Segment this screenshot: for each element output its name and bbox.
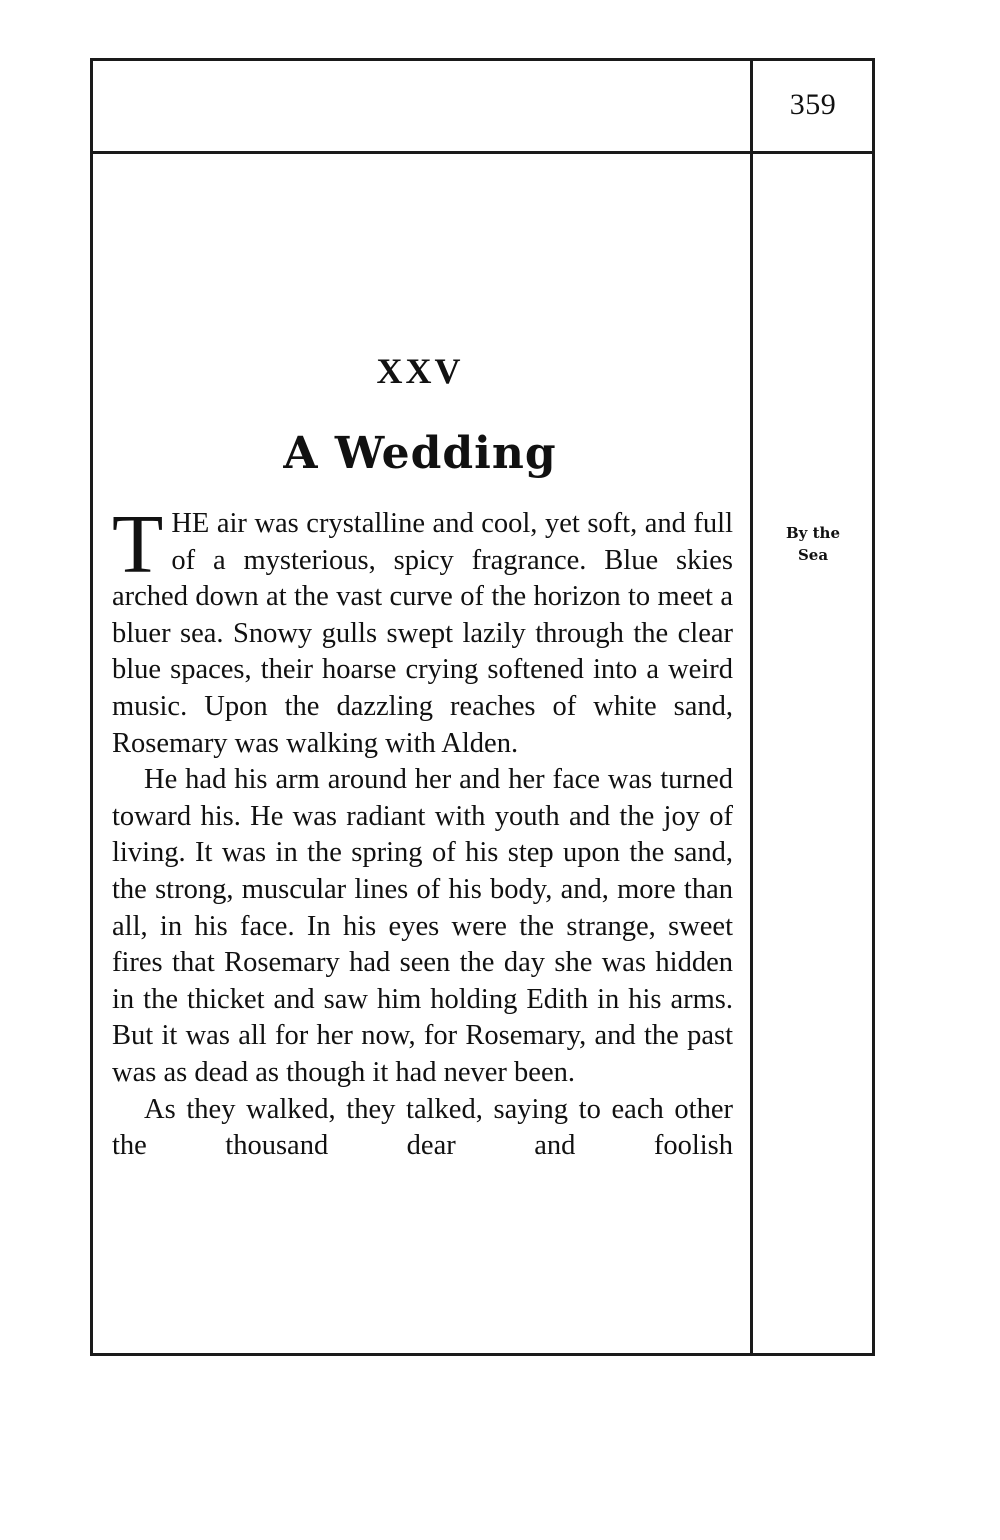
marginal-note-line-2: Sea <box>797 546 829 564</box>
header-rule <box>90 151 875 154</box>
page-number: 359 <box>789 88 837 121</box>
body-text <box>112 498 733 1165</box>
chapter-number: XXV <box>376 351 464 391</box>
paragraph-1 <box>112 498 733 762</box>
paragraph-1-text: HE air was crystalline and cool, yet soft, and full of a mysterious, spicy fragrance. Blue skies arched down at the vast curve of the horizon to meet a bluer sea. Snowy gulls swept lazily through the clear blue spaces, their hoarse crying softened into a weird music. Upon the dazzling reaches of white sand, Rosemary was walking with Alden. <box>112 508 733 759</box>
paragraph-3: As they walked, they talked, saying to each other the thousand dear and foolish <box>112 1093 733 1162</box>
margin-column-rule <box>750 58 753 1356</box>
marginal-note <box>758 522 868 566</box>
chapter-title: A Wedding <box>283 428 557 479</box>
marginal-note-line-1: By the <box>786 524 840 542</box>
paragraph-2: He had his arm around her and her face was turned toward his. He was radiant with youth and the joy of living. It was in the spring of his step upon the sand, the strong, muscular lines of his body, and, more than all, in his face. In his eyes were the strange, sweet fires that Rosemary had seen the day she was hidden in the thicket and saw him holding Edith in his arms. But it was all for her now, for Rosemary, and the past was as dead as though it had never been. <box>112 764 733 1088</box>
drop-cap: T <box>112 498 164 591</box>
